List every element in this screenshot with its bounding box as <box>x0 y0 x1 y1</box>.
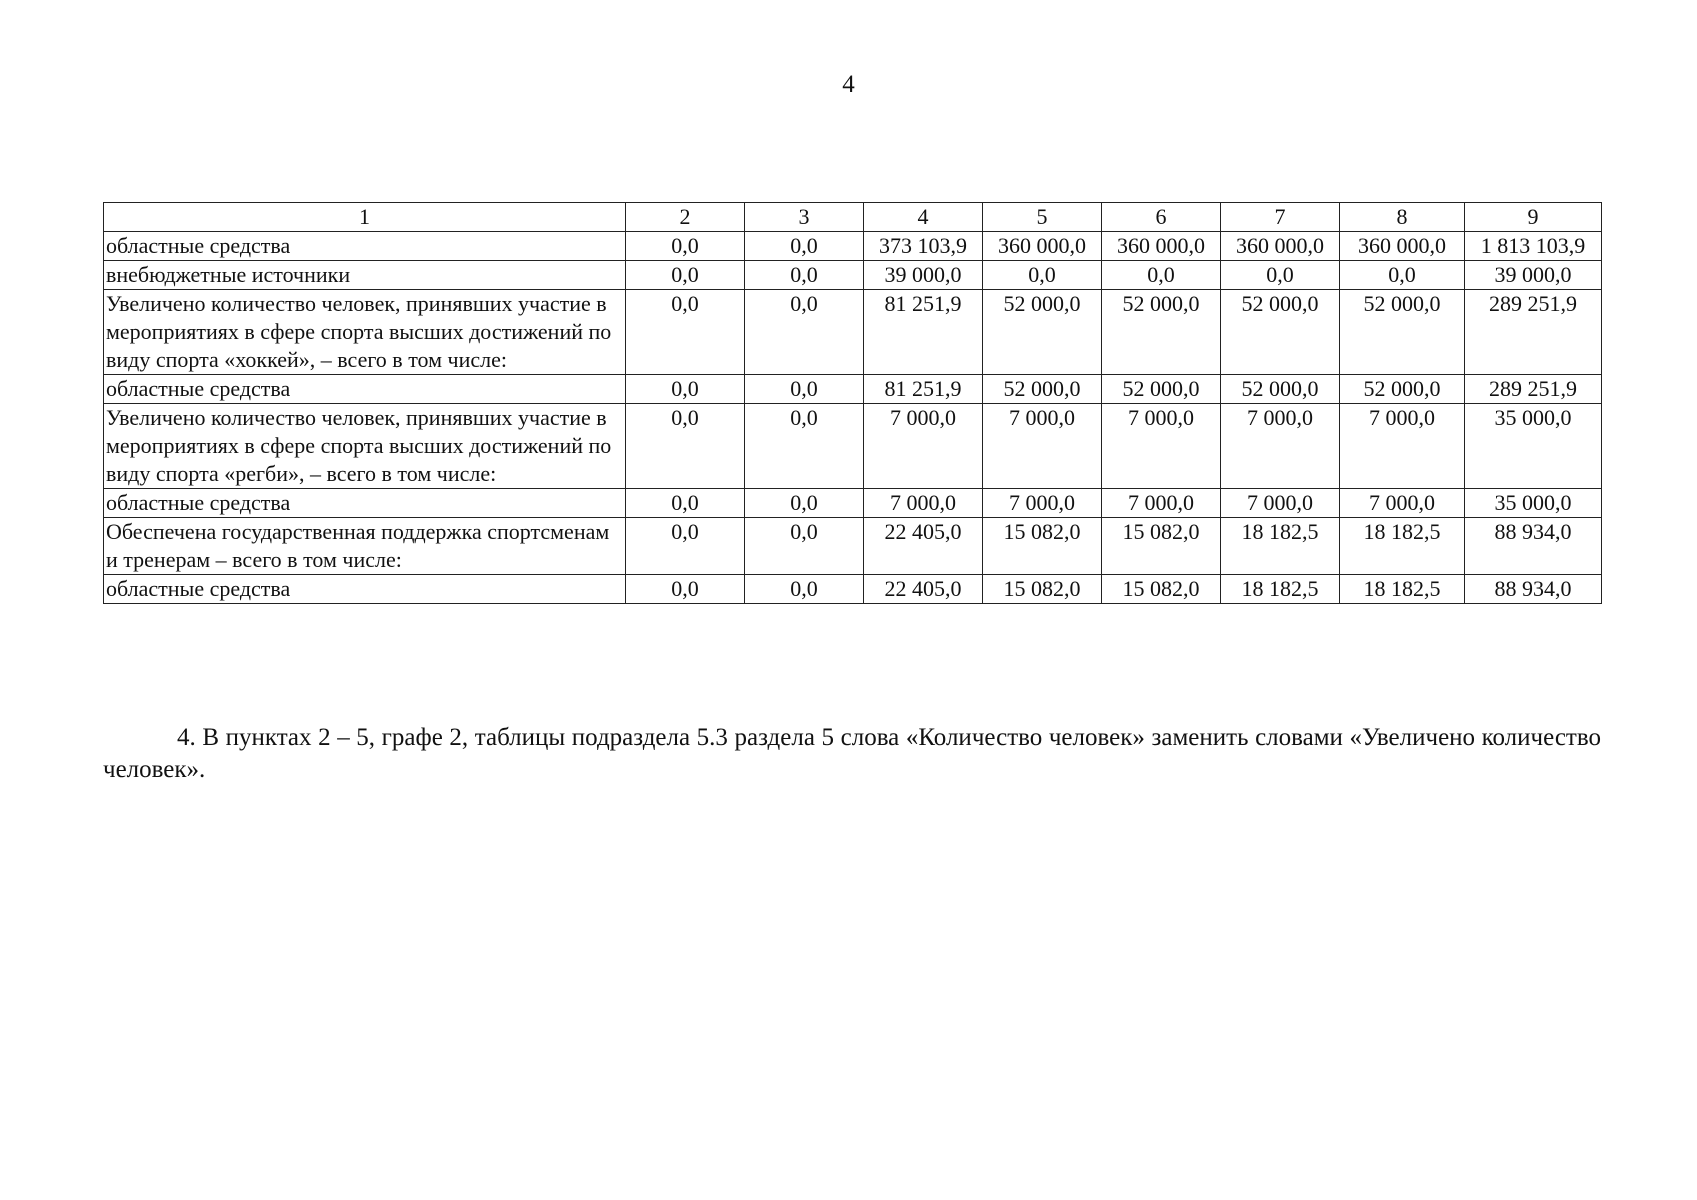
row-label: областные средства <box>104 489 626 518</box>
cell-value: 22 405,0 <box>884 519 962 544</box>
cell-value: 7 000,0 <box>1128 405 1194 430</box>
table-cell <box>864 404 983 489</box>
row-label: Увеличено количество человек, принявших участие в мероприятиях в сфере спорта высших достижений по виду спорта «регби», – всего в том числе: <box>104 404 626 489</box>
table-cell <box>864 290 983 375</box>
cell-value: 0,0 <box>671 291 699 316</box>
table-cell <box>1221 489 1340 518</box>
cell-value: 0,0 <box>790 262 818 287</box>
table-cell <box>983 261 1102 290</box>
row-label: областные средства <box>104 232 626 261</box>
column-header: 2 <box>626 203 745 232</box>
cell-value: 52 000,0 <box>1241 376 1319 401</box>
table-cell <box>983 489 1102 518</box>
cell-value: 0,0 <box>790 291 818 316</box>
column-header: 5 <box>983 203 1102 232</box>
table-cell <box>1465 489 1602 518</box>
table-row <box>104 575 1602 604</box>
table-cell <box>626 575 745 604</box>
table-cell <box>983 232 1102 261</box>
amendment-paragraph: 4. В пунктах 2 – 5, графе 2, таблицы подраздела 5.3 раздела 5 слова «Количество человек» заменить словами «Увеличено количество человек». <box>103 724 1601 783</box>
cell-value: 0,0 <box>790 233 818 258</box>
cell-value: 360 000,0 <box>1236 233 1324 258</box>
cell-value: 7 000,0 <box>1369 490 1435 515</box>
cell-value: 7 000,0 <box>890 405 956 430</box>
table-cell <box>745 375 864 404</box>
cell-value: 0,0 <box>1147 262 1175 287</box>
cell-value: 7 000,0 <box>1128 490 1194 515</box>
table-cell <box>1102 261 1221 290</box>
cell-value: 52 000,0 <box>1122 376 1200 401</box>
page-number: 4 <box>842 71 855 98</box>
table-cell <box>1102 290 1221 375</box>
cell-value: 88 934,0 <box>1494 576 1572 601</box>
table-cell <box>1340 290 1465 375</box>
table-cell <box>983 404 1102 489</box>
cell-value: 35 000,0 <box>1494 490 1572 515</box>
table-cell <box>1340 375 1465 404</box>
cell-value: 360 000,0 <box>1117 233 1205 258</box>
cell-value: 1 813 103,9 <box>1480 233 1586 258</box>
table-cell <box>983 375 1102 404</box>
table-cell <box>1340 518 1465 575</box>
table-cell <box>1465 404 1602 489</box>
table-cell <box>864 518 983 575</box>
cell-value: 289 251,9 <box>1489 291 1577 316</box>
cell-value: 39 000,0 <box>884 262 962 287</box>
cell-value: 373 103,9 <box>879 233 967 258</box>
table-cell <box>1465 518 1602 575</box>
table-row <box>104 232 1602 261</box>
row-label: Обеспечена государственная поддержка спортсменам и тренерам – всего в том числе: <box>104 518 626 575</box>
cell-value: 81 251,9 <box>884 376 962 401</box>
table-cell <box>864 489 983 518</box>
table-cell <box>1465 375 1602 404</box>
column-header: 4 <box>864 203 983 232</box>
table-cell <box>1221 404 1340 489</box>
cell-value: 7 000,0 <box>1009 490 1075 515</box>
column-header: 7 <box>1221 203 1340 232</box>
table-cell <box>864 232 983 261</box>
table-cell <box>1102 575 1221 604</box>
cell-value: 52 000,0 <box>1363 291 1441 316</box>
cell-value: 15 082,0 <box>1122 519 1200 544</box>
cell-value: 0,0 <box>671 490 699 515</box>
table-cell <box>1465 232 1602 261</box>
cell-value: 0,0 <box>671 233 699 258</box>
cell-value: 18 182,5 <box>1241 576 1319 601</box>
cell-value: 360 000,0 <box>998 233 1086 258</box>
cell-value: 7 000,0 <box>1009 405 1075 430</box>
table-cell <box>745 404 864 489</box>
table-cell <box>983 518 1102 575</box>
cell-value: 0,0 <box>671 376 699 401</box>
cell-value: 0,0 <box>671 519 699 544</box>
column-header: 6 <box>1102 203 1221 232</box>
cell-value: 15 082,0 <box>1003 519 1081 544</box>
table-row <box>104 375 1602 404</box>
table-body <box>104 232 1602 604</box>
cell-value: 0,0 <box>790 519 818 544</box>
cell-value: 0,0 <box>671 262 699 287</box>
cell-value: 52 000,0 <box>1241 291 1319 316</box>
cell-value: 0,0 <box>790 576 818 601</box>
table-row <box>104 489 1602 518</box>
table-row <box>104 290 1602 375</box>
table-cell <box>745 232 864 261</box>
table-cell <box>1102 518 1221 575</box>
table-cell <box>626 290 745 375</box>
cell-value: 18 182,5 <box>1363 576 1441 601</box>
table-cell <box>864 575 983 604</box>
table-cell <box>1340 232 1465 261</box>
cell-value: 289 251,9 <box>1489 376 1577 401</box>
cell-value: 18 182,5 <box>1241 519 1319 544</box>
table-cell <box>1465 290 1602 375</box>
row-label: Увеличено количество человек, принявших участие в мероприятиях в сфере спорта высших достижений по виду спорта «хоккей», – всего в том числе: <box>104 290 626 375</box>
cell-value: 18 182,5 <box>1363 519 1441 544</box>
table-cell <box>626 489 745 518</box>
table-cell <box>983 575 1102 604</box>
table-cell <box>1102 404 1221 489</box>
table-cell <box>1340 261 1465 290</box>
column-header: 8 <box>1340 203 1465 232</box>
table-row <box>104 404 1602 489</box>
table-cell <box>626 232 745 261</box>
table-cell <box>983 290 1102 375</box>
cell-value: 7 000,0 <box>890 490 956 515</box>
table-cell <box>1340 575 1465 604</box>
table-cell <box>1221 575 1340 604</box>
table-cell <box>1221 232 1340 261</box>
cell-value: 52 000,0 <box>1003 291 1081 316</box>
table-cell <box>745 489 864 518</box>
table-cell <box>1102 375 1221 404</box>
table-cell <box>745 290 864 375</box>
table-cell <box>1340 404 1465 489</box>
column-header: 1 <box>104 203 626 232</box>
cell-value: 0,0 <box>790 405 818 430</box>
cell-value: 0,0 <box>790 490 818 515</box>
table-cell <box>1221 290 1340 375</box>
table-header-row <box>104 203 1602 232</box>
column-header: 9 <box>1465 203 1602 232</box>
cell-value: 7 000,0 <box>1247 405 1313 430</box>
table-cell <box>864 375 983 404</box>
table-cell <box>626 375 745 404</box>
cell-value: 15 082,0 <box>1003 576 1081 601</box>
cell-value: 35 000,0 <box>1494 405 1572 430</box>
cell-value: 360 000,0 <box>1358 233 1446 258</box>
cell-value: 39 000,0 <box>1494 262 1572 287</box>
cell-value: 0,0 <box>1266 262 1294 287</box>
table-cell <box>1465 575 1602 604</box>
cell-value: 0,0 <box>671 405 699 430</box>
table-cell <box>864 261 983 290</box>
table-cell <box>745 261 864 290</box>
table-cell <box>626 518 745 575</box>
funding-table-container <box>103 202 1601 604</box>
cell-value: 7 000,0 <box>1247 490 1313 515</box>
table-cell <box>1465 261 1602 290</box>
cell-value: 7 000,0 <box>1369 405 1435 430</box>
row-label: областные средства <box>104 575 626 604</box>
cell-value: 81 251,9 <box>884 291 962 316</box>
cell-value: 52 000,0 <box>1363 376 1441 401</box>
table-row <box>104 261 1602 290</box>
table-cell <box>1102 232 1221 261</box>
cell-value: 0,0 <box>1028 262 1056 287</box>
table-row <box>104 518 1602 575</box>
table-cell <box>745 575 864 604</box>
table-cell <box>626 261 745 290</box>
table-cell <box>745 518 864 575</box>
cell-value: 0,0 <box>671 576 699 601</box>
cell-value: 52 000,0 <box>1122 291 1200 316</box>
table-cell <box>1102 489 1221 518</box>
table-cell <box>1221 375 1340 404</box>
cell-value: 15 082,0 <box>1122 576 1200 601</box>
table-cell <box>1221 518 1340 575</box>
table-cell <box>626 404 745 489</box>
row-label: внебюджетные источники <box>104 261 626 290</box>
column-header: 3 <box>745 203 864 232</box>
cell-value: 0,0 <box>790 376 818 401</box>
cell-value: 52 000,0 <box>1003 376 1081 401</box>
cell-value: 22 405,0 <box>884 576 962 601</box>
cell-value: 0,0 <box>1388 262 1416 287</box>
table-cell <box>1340 489 1465 518</box>
funding-table <box>103 202 1602 604</box>
row-label: областные средства <box>104 375 626 404</box>
table-cell <box>1221 261 1340 290</box>
cell-value: 88 934,0 <box>1494 519 1572 544</box>
